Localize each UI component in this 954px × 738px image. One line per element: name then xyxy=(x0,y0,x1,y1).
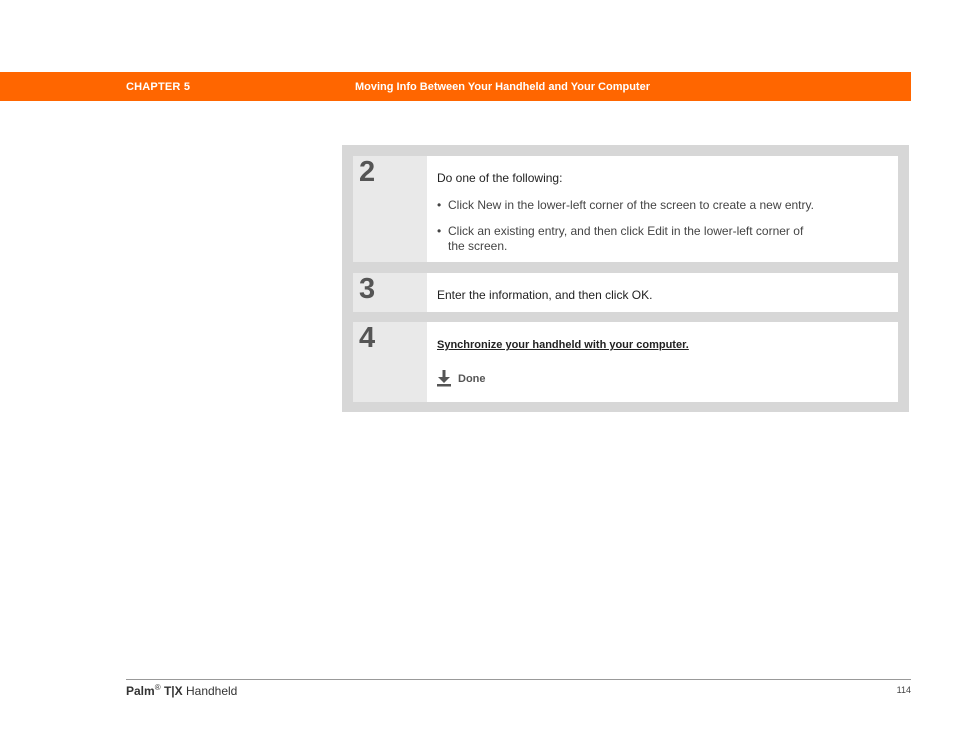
bullet-icon: • xyxy=(437,198,442,212)
step-number-cell xyxy=(353,322,427,402)
registered-mark: ® xyxy=(154,683,161,692)
step-number: 3 xyxy=(359,273,376,305)
steps-panel xyxy=(342,145,909,412)
model-name: T|X xyxy=(163,684,183,698)
bullet-text: Click an existing entry, and then click Edit in the lower-left corner of xyxy=(448,224,804,238)
step-number-cell xyxy=(353,273,427,312)
step-4 xyxy=(353,322,898,402)
synchronize-link[interactable]: Synchronize your handheld with your computer. xyxy=(437,339,689,351)
product-name: Handheld xyxy=(185,684,238,698)
bullet-text-continued: the screen. xyxy=(448,239,508,253)
bullet-text: Click New in the lower-left corner of the screen to create a new entry. xyxy=(448,198,814,212)
step-number: 2 xyxy=(359,156,376,188)
step-2 xyxy=(353,156,898,262)
step-3 xyxy=(353,273,898,312)
done-label: Done xyxy=(458,373,486,385)
chapter-label: CHAPTER 5 xyxy=(126,81,191,93)
step-number: 4 xyxy=(359,322,376,354)
bullet-icon: • xyxy=(437,224,442,238)
brand-name: Palm xyxy=(126,684,155,698)
footer-product-name xyxy=(126,683,237,698)
footer-divider xyxy=(126,679,911,680)
step-number-cell xyxy=(353,156,427,262)
chapter-title: Moving Info Between Your Handheld and Your Computer xyxy=(355,81,650,93)
step-body xyxy=(427,156,898,262)
chapter-header-bar xyxy=(0,72,911,101)
step-intro: Do one of the following: xyxy=(437,171,563,185)
step-body xyxy=(427,273,898,312)
step-text: Enter the information, and then click OK. xyxy=(437,288,653,302)
step-body xyxy=(427,322,898,402)
done-arrow-icon xyxy=(437,370,451,387)
page-number: 114 xyxy=(896,685,911,695)
